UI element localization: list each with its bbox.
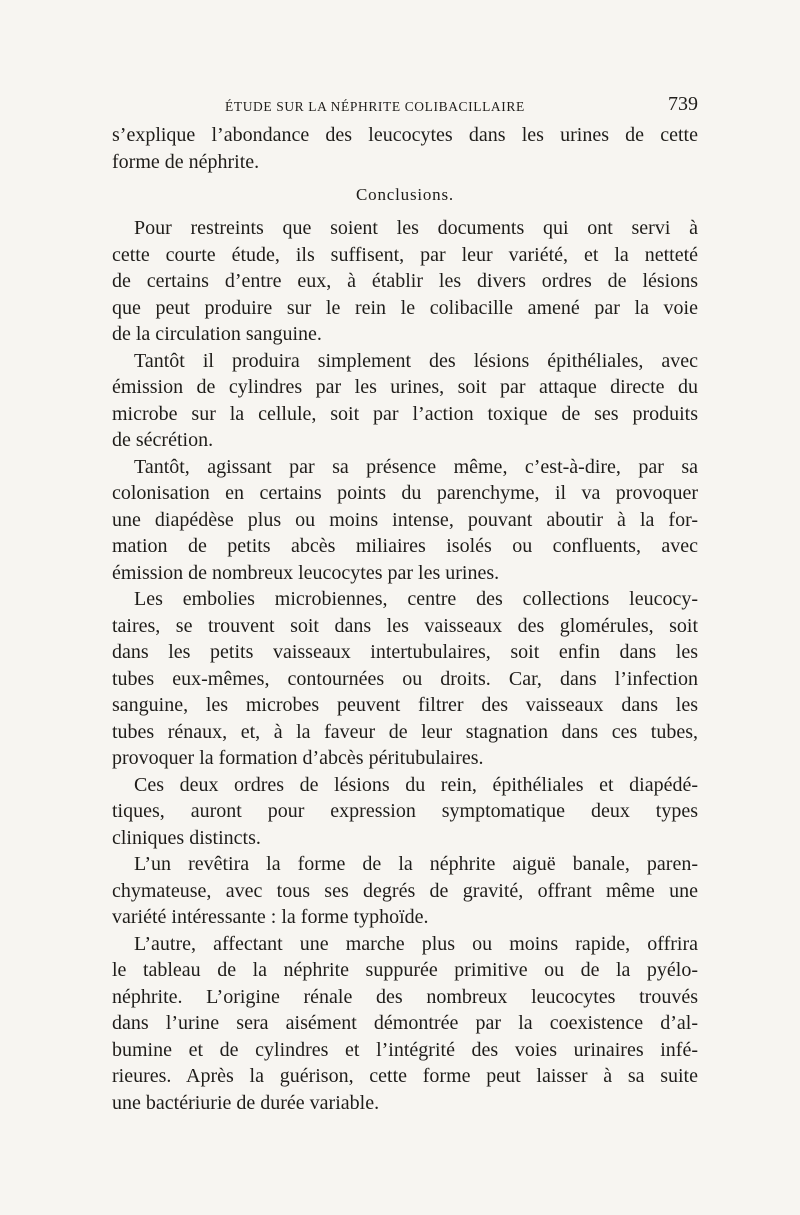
text-line: néphrite. L’origine rénale des nombreux leucocytes trouvés	[112, 985, 698, 1008]
body-text	[112, 122, 698, 1116]
text-line: dans les petits vaisseaux intertubulaires, soit enfin dans les	[112, 641, 698, 663]
text-line: Ces deux ordres de lésions du rein, épithéliales et diapédé-	[134, 773, 698, 796]
text-line: rieures. Après la guérison, cette forme peut laisser à sa suite	[112, 1065, 698, 1087]
text-line: de la circulation sanguine.	[112, 323, 322, 345]
text-line: de sécrétion.	[112, 429, 214, 451]
running-title: ÉTUDE SUR LA NÉPHRITE COLIBACILLAIRE	[225, 99, 525, 114]
text-line: Tantôt, agissant par sa présence même, c’est-à-dire, par sa	[134, 455, 698, 478]
text-line: Tantôt il produira simplement des lésions épithéliales, avec	[134, 349, 698, 372]
text-line: provoquer la formation d’abcès péritubulaires.	[112, 747, 484, 769]
text-line: L’un revêtira la forme de la néphrite aiguë banale, paren-	[134, 853, 698, 875]
text-line: L’autre, affectant une marche plus ou moins rapide, offrira	[134, 932, 698, 955]
text-line: taires, se trouvent soit dans les vaisseaux des glomérules, soit	[112, 614, 698, 637]
page-number: 739	[668, 93, 698, 115]
text-line: mation de petits abcès miliaires isolés ou confluents, avec	[112, 535, 698, 557]
text-line: cette courte étude, ils suffisent, par leur variété, et la netteté	[112, 243, 698, 266]
text-line: tubes rénaux, et, à la faveur de leur stagnation dans ces tubes,	[112, 720, 698, 743]
text-line: s’explique l’abondance des leucocytes dans les urines de cette	[112, 124, 698, 146]
text-line: dans l’urine sera aisément démontrée par la coexistence d’al-	[112, 1012, 698, 1034]
book-page	[112, 92, 698, 1116]
text-line: émission de cylindres par les urines, soit par attaque directe du	[112, 376, 698, 398]
text-line: le tableau de la néphrite suppurée primitive ou de la pyélo-	[112, 959, 698, 981]
text-line: Pour restreints que soient les documents qui ont servi à	[134, 217, 698, 239]
text-line: une bactériurie de durée variable.	[112, 1091, 380, 1114]
running-head	[112, 92, 698, 122]
text-line: Les embolies microbiennes, centre des collections leucocy-	[134, 588, 698, 610]
text-line: forme de néphrite.	[112, 150, 260, 173]
text-line: bumine et de cylindres et l’intégrité des voies urinaires infé-	[112, 1038, 698, 1061]
text-line: colonisation en certains points du parenchyme, il va provoquer	[112, 482, 698, 504]
text-line: de certains d’entre eux, à établir les divers ordres de lésions	[112, 270, 698, 292]
text-line: émission de nombreux leucocytes par les urines.	[112, 561, 500, 584]
text-line: tubes eux-mêmes, contournées ou droits. Car, dans l’infection	[112, 667, 698, 690]
section-heading: Conclusions.	[356, 185, 454, 204]
text-line: sanguine, les microbes peuvent filtrer des vaisseaux dans les	[112, 694, 698, 716]
text-line: que peut produire sur le rein le colibacille amené par la voie	[112, 296, 698, 319]
text-line: variété intéressante : la forme typhoïde.	[112, 906, 429, 928]
text-line: chymateuse, avec tous ses degrés de gravité, offrant même une	[112, 879, 698, 902]
text-line: microbe sur la cellule, soit par l’action toxique de ses produits	[112, 402, 698, 425]
text-line: tiques, auront pour expression symptomatique deux types	[112, 800, 698, 822]
text-line: cliniques distincts.	[112, 826, 261, 849]
text-line: une diapédèse plus ou moins intense, pouvant aboutir à la for-	[112, 508, 698, 531]
